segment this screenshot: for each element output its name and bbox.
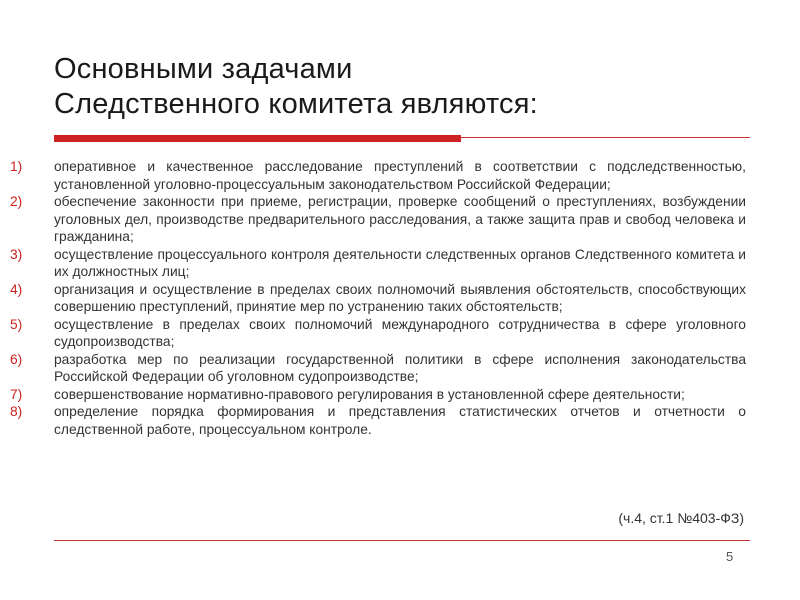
task-number: 5) [10, 316, 23, 332]
task-text: определение порядка формирования и представления статистических отчетов и отчетности о следственной работе, процессуальном контроле. [54, 404, 746, 437]
task-text: осуществление в пределах своих полномочий международного сотрудничества в сфере уголовного судопроизводства; [54, 316, 746, 349]
task-item-7 [10, 386, 746, 404]
task-item-1 [10, 158, 746, 193]
task-text: организация и осуществление в пределах своих полномочий выявления обстоятельств, способствующих совершению преступлений, принятие мер по устранению таких обстоятельств; [54, 281, 746, 314]
task-item-3 [10, 246, 746, 281]
task-text: совершенствование нормативно-правового регулирования в установленной сфере деятельности; [54, 386, 685, 402]
title-divider-accent [54, 135, 461, 142]
task-number: 3) [10, 246, 23, 262]
task-number: 2) [10, 194, 23, 209]
task-item-8 [10, 403, 746, 438]
slide-title-line-2: Следственного комитета являются: [54, 88, 538, 120]
law-reference: (ч.4, ст.1 №403-ФЗ) [618, 510, 744, 526]
task-text: обеспечение законности при приеме, регистрации, проверке сообщений о преступлениях, возбуждении уголовных дел, производстве предварительного расследования, а также защита прав и свобод человека и гражданина; [54, 194, 746, 244]
task-item-2 [10, 193, 746, 246]
task-number: 6) [10, 351, 23, 367]
task-item-4 [10, 281, 746, 316]
footer-divider [54, 540, 750, 541]
slide-title [54, 52, 538, 122]
task-text: осуществление процессуального контроля деятельности следственных органов Следственного комитета и их должностных лиц; [54, 246, 746, 279]
task-number: 7) [10, 386, 23, 402]
task-number: 1) [10, 159, 23, 174]
task-number: 4) [10, 281, 23, 297]
slide-title-line-1: Основными задачами [54, 53, 353, 85]
task-item-6 [10, 351, 746, 386]
task-text: оперативное и качественное расследование преступлений в соответствии с подследственностью, установленной уголовно-процессуальным законодательством Российской Федерации; [54, 159, 746, 192]
page-number: 5 [726, 549, 734, 564]
task-text: разработка мер по реализации государственной политики в сфере исполнения законодательства Российской Федерации об уголовном судопроизводстве; [54, 351, 746, 384]
task-number: 8) [10, 404, 23, 419]
tasks-list [10, 158, 746, 438]
task-item-5 [10, 316, 746, 351]
